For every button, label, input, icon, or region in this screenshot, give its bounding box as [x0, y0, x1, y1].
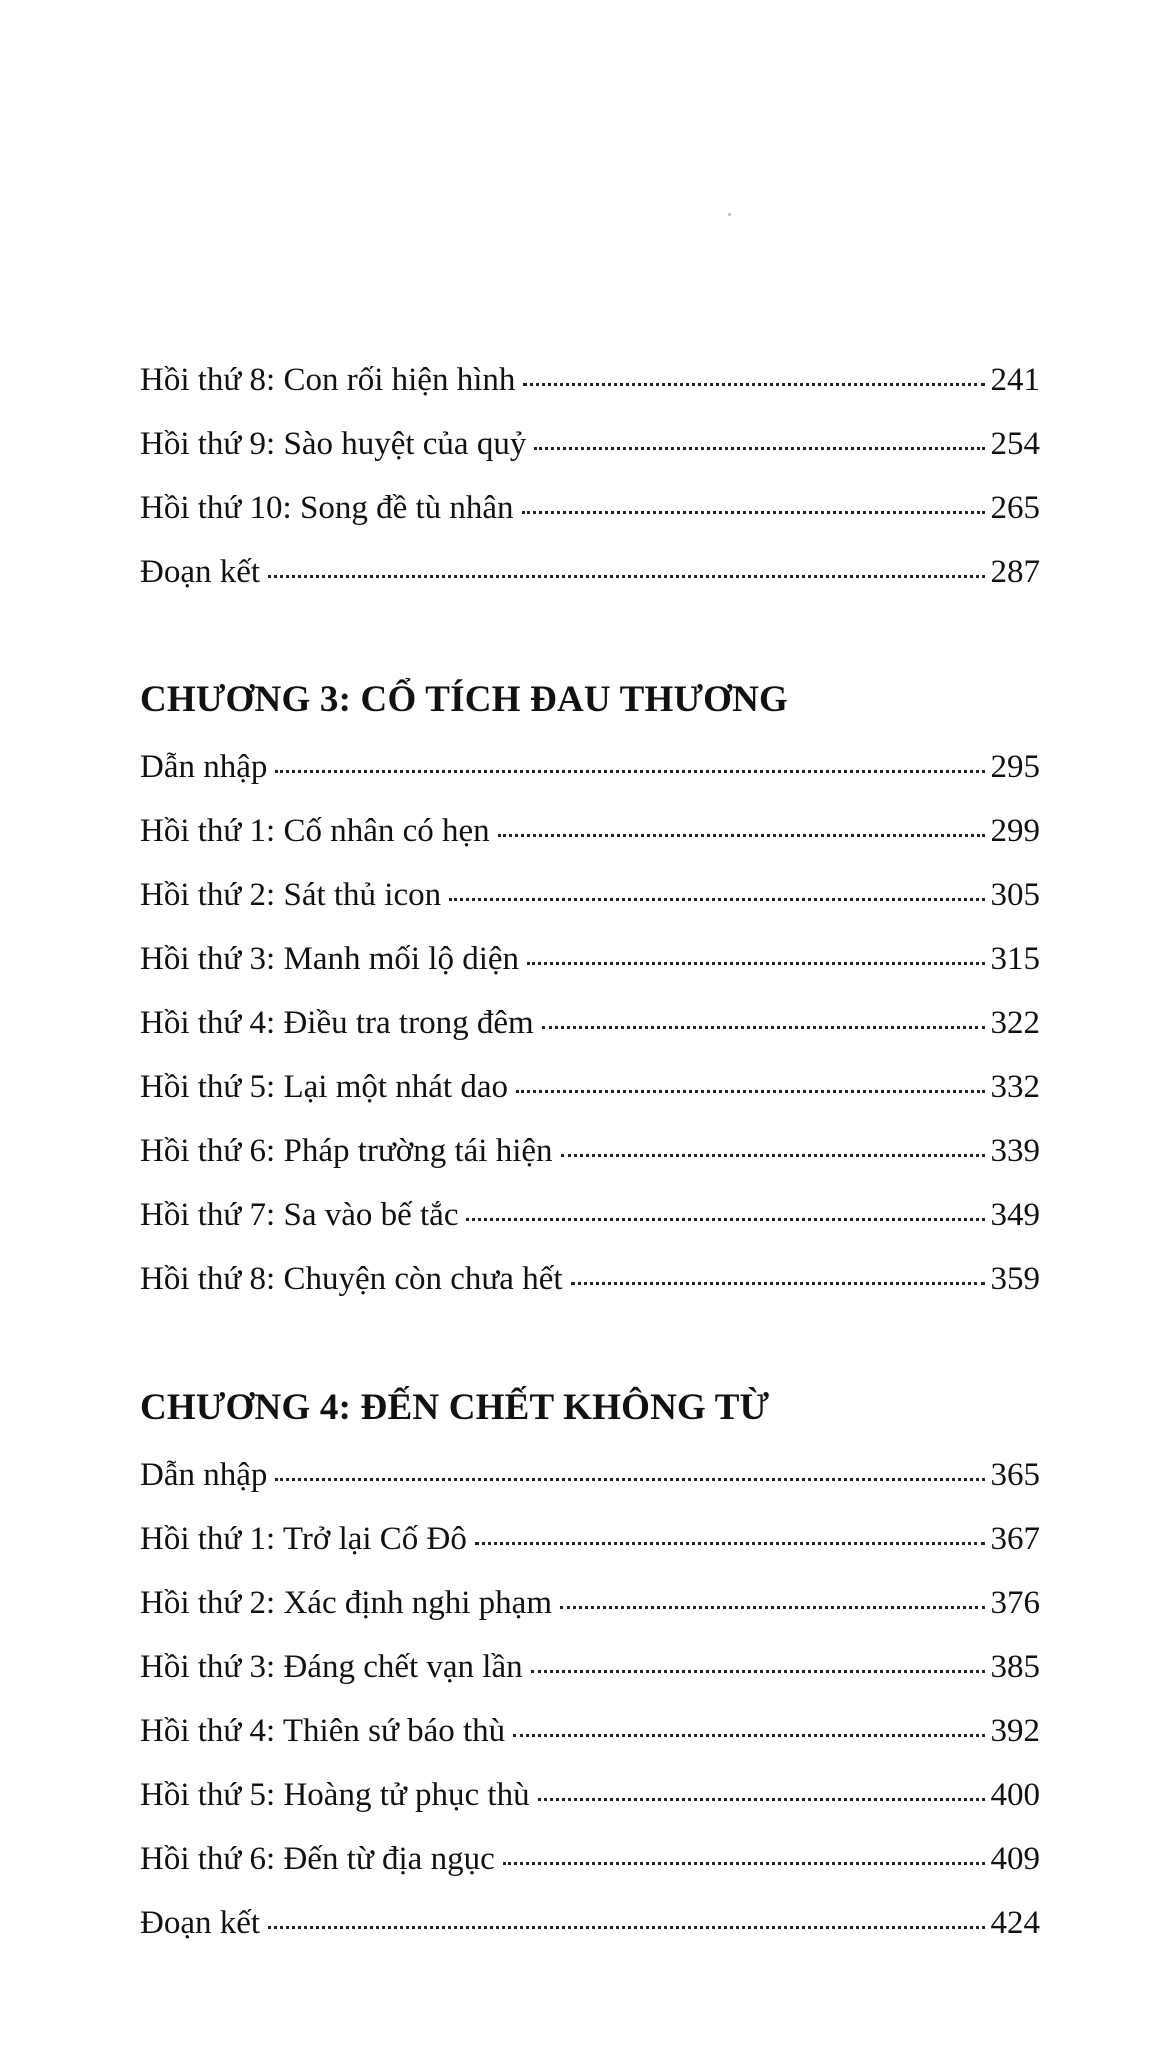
dot-leader — [523, 383, 984, 386]
toc-entry-title: Đoạn kết — [140, 554, 261, 590]
chapter-heading[interactable]: CHƯƠNG 3: CỔ TÍCH ĐAU THƯƠNG — [140, 679, 788, 720]
dot-leader — [561, 1154, 985, 1157]
toc-entry[interactable] — [140, 1247, 1040, 1311]
toc-entry-page: 332 — [990, 1069, 1040, 1105]
toc-entry-title: Hồi thứ 10: Song đề tù nhân — [140, 490, 514, 526]
toc-entry-title: Hồi thứ 8: Chuyện còn chưa hết — [140, 1261, 563, 1297]
toc-entry-title: Hồi thứ 6: Pháp trường tái hiện — [140, 1133, 553, 1169]
toc-entry-page: 315 — [990, 941, 1040, 977]
toc-entry-title: Dẫn nhập — [140, 749, 268, 785]
toc-section-chapter-3 — [140, 665, 1040, 1311]
toc-entry-title: Hồi thứ 1: Trở lại Cố Đô — [140, 1521, 467, 1557]
toc-entry-page: 392 — [990, 1713, 1040, 1749]
toc-entry-title: Hồi thứ 3: Manh mối lộ diện — [140, 941, 520, 977]
toc-section-continued — [140, 348, 1040, 604]
toc-entry-page: 385 — [990, 1649, 1040, 1685]
toc-entry-title: Hồi thứ 2: Sát thủ icon — [140, 877, 442, 913]
toc-entry-page: 376 — [990, 1585, 1040, 1621]
dot-leader — [513, 1734, 984, 1737]
toc-entry[interactable] — [140, 1055, 1040, 1119]
dot-leader — [534, 447, 984, 450]
toc-entry-title: Hồi thứ 2: Xác định nghi phạm — [140, 1585, 553, 1621]
dot-leader — [268, 575, 984, 578]
dot-leader — [522, 511, 985, 514]
toc-entry-title: Hồi thứ 1: Cố nhân có hẹn — [140, 813, 490, 849]
toc-entry-page: 424 — [990, 1905, 1040, 1941]
toc-entry[interactable] — [140, 1891, 1040, 1955]
toc-entry-page: 349 — [990, 1197, 1040, 1233]
toc-entry-page: 367 — [990, 1521, 1040, 1557]
toc-entry[interactable] — [140, 735, 1040, 799]
toc-entry-title: Hồi thứ 5: Lại một nhát dao — [140, 1069, 508, 1105]
toc-entry-page: 265 — [990, 490, 1040, 526]
dot-leader — [542, 1026, 985, 1029]
toc-entry-page: 365 — [990, 1457, 1040, 1493]
toc-entry-title: Hồi thứ 3: Đáng chết vạn lần — [140, 1649, 523, 1685]
toc-entry[interactable] — [140, 991, 1040, 1055]
toc-entry-page: 305 — [990, 877, 1040, 913]
toc-entry[interactable] — [140, 412, 1040, 476]
toc-entry-page: 359 — [990, 1261, 1040, 1297]
toc-entry[interactable] — [140, 799, 1040, 863]
toc-entry-title: Đoạn kết — [140, 1905, 261, 1941]
toc-entry[interactable] — [140, 476, 1040, 540]
toc-entry-page: 287 — [990, 554, 1040, 590]
dot-leader — [275, 770, 984, 773]
toc-entry[interactable] — [140, 927, 1040, 991]
toc-entry-title: Hồi thứ 4: Điều tra trong đêm — [140, 1005, 534, 1041]
toc-entry-title: Hồi thứ 5: Hoàng tử phục thù — [140, 1777, 530, 1813]
toc-entry[interactable] — [140, 348, 1040, 412]
dot-leader — [475, 1542, 985, 1545]
dot-leader — [449, 898, 984, 901]
dot-leader — [531, 1670, 985, 1673]
toc-entry-title: Hồi thứ 4: Thiên sứ báo thù — [140, 1713, 506, 1749]
toc-entry-page: 400 — [990, 1777, 1040, 1813]
toc-entry-title: Dẫn nhập — [140, 1457, 268, 1493]
chapter-heading[interactable]: CHƯƠNG 4: ĐẾN CHẾT KHÔNG TỪ — [140, 1387, 770, 1428]
toc-entry[interactable] — [140, 1635, 1040, 1699]
toc-entry[interactable] — [140, 1763, 1040, 1827]
toc-entry-title: Hồi thứ 7: Sa vào bế tắc — [140, 1197, 459, 1233]
dot-leader — [503, 1862, 985, 1865]
toc-entry[interactable] — [140, 1827, 1040, 1891]
toc-entry-title: Hồi thứ 6: Đến từ địa ngục — [140, 1841, 495, 1877]
toc-entry[interactable] — [140, 1507, 1040, 1571]
toc-section-chapter-4 — [140, 1373, 1040, 1955]
toc-entry-page: 299 — [990, 813, 1040, 849]
toc-entry[interactable] — [140, 1571, 1040, 1635]
toc-entry-page: 241 — [990, 362, 1040, 398]
scan-speck — [728, 213, 731, 216]
toc-entry[interactable] — [140, 863, 1040, 927]
dot-leader — [527, 962, 984, 965]
toc-entry-page: 295 — [990, 749, 1040, 785]
dot-leader — [571, 1282, 985, 1285]
toc-entry[interactable] — [140, 540, 1040, 604]
toc-entry-page: 409 — [990, 1841, 1040, 1877]
dot-leader — [560, 1606, 984, 1609]
dot-leader — [268, 1926, 984, 1929]
toc-entry[interactable] — [140, 1119, 1040, 1183]
dot-leader — [538, 1798, 985, 1801]
toc-entry-page: 339 — [990, 1133, 1040, 1169]
dot-leader — [516, 1090, 985, 1093]
dot-leader — [466, 1218, 984, 1221]
toc-entry[interactable] — [140, 1183, 1040, 1247]
toc-entry[interactable] — [140, 1443, 1040, 1507]
dot-leader — [498, 834, 985, 837]
toc-entry-page: 254 — [990, 426, 1040, 462]
dot-leader — [275, 1478, 984, 1481]
toc-entry-page: 322 — [990, 1005, 1040, 1041]
toc-entry-title: Hồi thứ 8: Con rối hiện hình — [140, 362, 516, 398]
toc-entry-title: Hồi thứ 9: Sào huyệt của quỷ — [140, 426, 527, 462]
toc-entry[interactable] — [140, 1699, 1040, 1763]
